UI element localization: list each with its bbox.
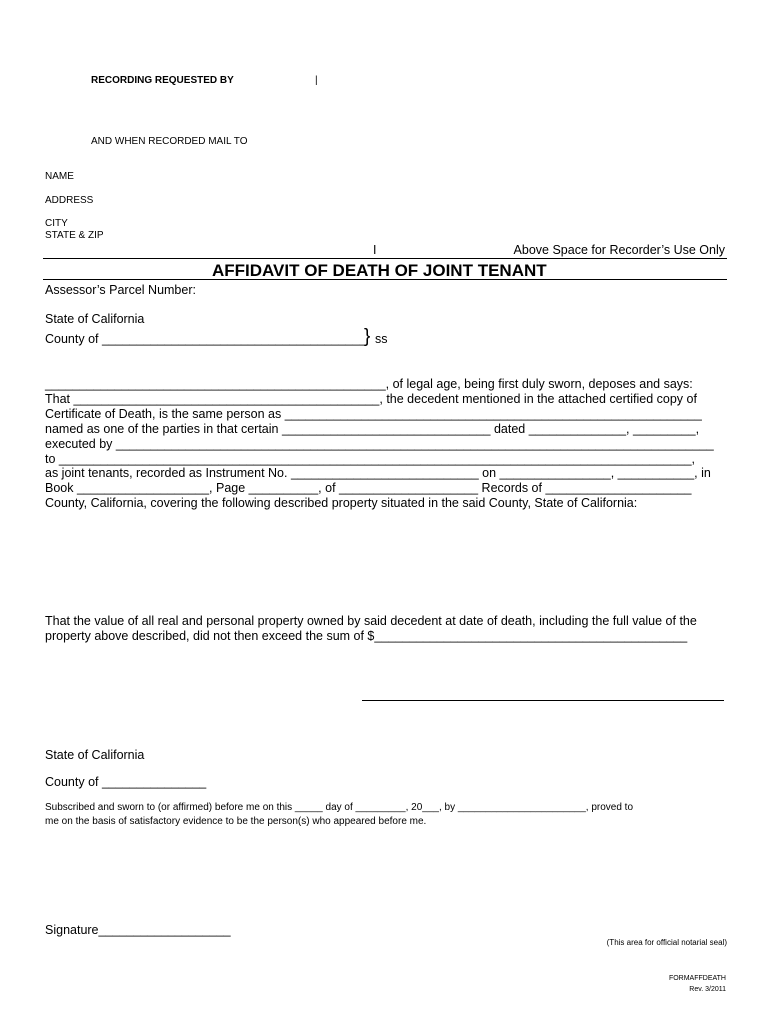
parcel-number-label: Assessor’s Parcel Number: bbox=[45, 283, 196, 297]
recorder-space-rule bbox=[43, 258, 727, 259]
venue-county-field: County of ______________________________________ bbox=[45, 332, 367, 346]
body-line-4: named as one of the parties in that certain ______________________________ dated ______________, _________, bbox=[45, 422, 700, 436]
venue-state: State of California bbox=[45, 312, 145, 326]
notary-county-field: County of _______________ bbox=[45, 775, 207, 789]
header-divider-mark: | bbox=[315, 75, 318, 86]
city-label: CITY bbox=[45, 218, 68, 229]
notary-jurat-line-2: me on the basis of satisfactory evidence to be the person(s) who appeared before me. bbox=[45, 816, 427, 827]
state-zip-label: STATE & ZIP bbox=[45, 230, 104, 241]
notary-jurat-line-1: Subscribed and sworn to (or affirmed) before me on this _____ day of _________, 20___, by _______________________, proved to bbox=[45, 802, 634, 813]
value-line-2: property above described, did not then exceed the sum of $_____________________________________________ bbox=[45, 629, 688, 643]
body-line-8: Book ___________________, Page __________, of ____________________ Records of _____________________ bbox=[45, 481, 692, 495]
page-title: AFFIDAVIT OF DEATH OF JOINT TENANT bbox=[212, 261, 547, 280]
name-label: NAME bbox=[45, 171, 74, 182]
body-line-2: That ____________________________________________, the decedent mentioned in the attached certified copy of bbox=[45, 392, 697, 406]
header-divider-mark-bottom: I bbox=[373, 243, 377, 257]
title-rule bbox=[43, 279, 727, 280]
form-revision: Rev. 3/2011 bbox=[689, 986, 726, 993]
notarial-seal-note: (This area for official notarial seal) bbox=[606, 938, 727, 947]
notary-state: State of California bbox=[45, 748, 145, 762]
venue-brace: } bbox=[364, 326, 371, 347]
address-label: ADDRESS bbox=[45, 195, 94, 206]
body-line-3: Certificate of Death, is the same person as ____________________________________________________________ bbox=[45, 407, 702, 421]
body-line-7: as joint tenants, recorded as Instrument No. ___________________________ on ________________, ___________, in bbox=[45, 466, 711, 480]
recorder-use-note: Above Space for Recorder’s Use Only bbox=[513, 243, 725, 257]
affiant-signature-line bbox=[362, 700, 724, 701]
body-line-5: executed by ______________________________________________________________________________________ bbox=[45, 437, 714, 451]
value-line-1: That the value of all real and personal property owned by said decedent at date of death, including the full value of the bbox=[45, 614, 697, 628]
body-line-1: _________________________________________________, of legal age, being first duly sworn, deposes and says: bbox=[45, 377, 693, 391]
venue-ss: ss bbox=[375, 332, 388, 346]
body-line-9: County, California, covering the following described property situated in the said County, State of California: bbox=[45, 496, 638, 510]
body-line-6: to ___________________________________________________________________________________________, bbox=[45, 452, 695, 466]
when-recorded-mail-to-label: AND WHEN RECORDED MAIL TO bbox=[91, 136, 248, 147]
notary-signature-field: Signature___________________ bbox=[45, 923, 231, 937]
recording-requested-by-label: RECORDING REQUESTED BY bbox=[91, 75, 234, 86]
form-id: FORMAFFDEATH bbox=[668, 975, 726, 982]
